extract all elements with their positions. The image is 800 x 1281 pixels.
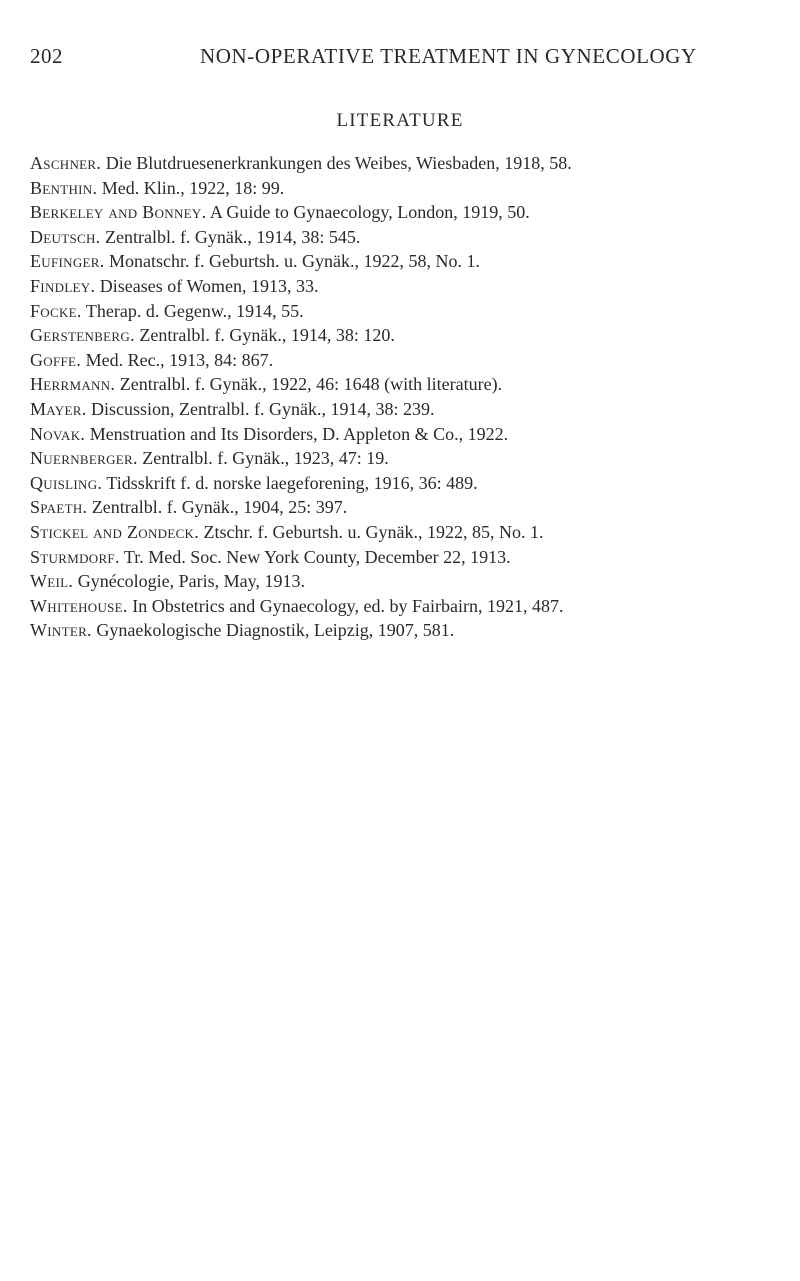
reference-author: Eufinger. [30,251,105,272]
reference-citation: Therap. d. Gegenw., 1914, 55. [81,300,304,321]
reference-item [30,569,782,594]
reference-author: Mayer. [30,398,87,419]
section-title: LITERATURE [336,110,464,131]
reference-citation: Zentralbl. f. Gynäk., 1914, 38: 120. [134,325,395,346]
reference-citation: Menstruation and Its Disorders, D. Appleton & Co., 1922. [85,423,509,444]
reference-item [30,446,782,471]
reference-citation: Gynécologie, Paris, May, 1913. [73,571,305,592]
reference-citation: Gynaekologische Diagnostik, Leipzig, 1907, 581. [91,620,455,641]
reference-author: Stickel and Zondeck. [30,521,200,542]
reference-author: Sturmdorf. [30,546,120,567]
reference-list [30,151,782,643]
reference-item [30,249,782,274]
reference-author: Goffe. [30,349,82,370]
reference-author: Aschner. [30,153,102,173]
reference-author: Findley. [30,275,96,296]
reference-item [30,225,782,250]
reference-author: Winter. [30,620,92,641]
reference-author: Whitehouse. [30,595,128,616]
reference-citation: Zentralbl. f. Gynäk., 1904, 25: 397. [87,497,348,518]
reference-item [30,176,782,201]
reference-item [30,545,782,570]
reference-citation: Zentralbl. f. Gynäk., 1914, 38: 545. [100,226,361,247]
page-number: 202 [30,44,63,68]
reference-item [30,274,782,299]
reference-author: Gerstenberg. [30,325,135,346]
reference-item [30,151,782,176]
reference-author: Nuernberger. [30,448,138,469]
reference-item [30,618,782,643]
reference-author: Novak. [30,423,86,444]
reference-author: Herrmann. [30,374,116,395]
reference-author: Focke. [30,300,82,321]
reference-item [30,372,782,397]
reference-item [30,200,782,225]
reference-citation: A Guide to Gynaecology, London, 1919, 50. [206,202,530,223]
reference-citation: Tidsskrift f. d. norske laegeforening, 1916, 36: 489. [102,472,478,493]
page-header [30,44,770,74]
reference-author: Berkeley and Bonney. [30,202,207,223]
reference-item [30,471,782,496]
reference-citation: Med. Rec., 1913, 84: 867. [81,349,274,370]
reference-citation: In Obstetrics and Gynaecology, ed. by Fairbairn, 1921, 487. [127,595,564,616]
reference-item [30,422,782,447]
reference-citation: Med. Klin., 1922, 18: 99. [97,177,285,198]
reference-author: Deutsch. [30,226,101,247]
reference-citation: Ztschr. f. Geburtsh. u. Gynäk., 1922, 85, No. 1. [199,521,544,542]
reference-citation: Zentralbl. f. Gynäk., 1922, 46: 1648 (with literature). [115,374,503,395]
reference-item [30,397,782,422]
reference-citation: Discussion, Zentralbl. f. Gynäk., 1914, 38: 239. [86,398,435,419]
reference-citation: Tr. Med. Soc. New York County, December 22, 1913. [119,546,511,567]
reference-citation: Zentralbl. f. Gynäk., 1923, 47: 19. [137,448,389,469]
reference-author: Weil. [30,571,74,592]
reference-citation: Die Blutdruesenerkrankungen des Weibes, Wiesbaden, 1918, 58. [101,153,572,173]
reference-citation: Diseases of Women, 1913, 33. [95,275,319,296]
reference-item [30,323,782,348]
reference-author: Spaeth. [30,497,88,518]
running-head: NON-OPERATIVE TREATMENT IN GYNECOLOGY [200,44,697,68]
reference-item [30,520,782,545]
reference-author: Quisling. [30,472,103,493]
reference-item [30,299,782,324]
reference-item [30,495,782,520]
reference-item [30,348,782,373]
reference-item [30,594,782,619]
reference-citation: Monatschr. f. Geburtsh. u. Gynäk., 1922, 58, No. 1. [104,251,480,272]
reference-author: Benthin. [30,177,98,198]
